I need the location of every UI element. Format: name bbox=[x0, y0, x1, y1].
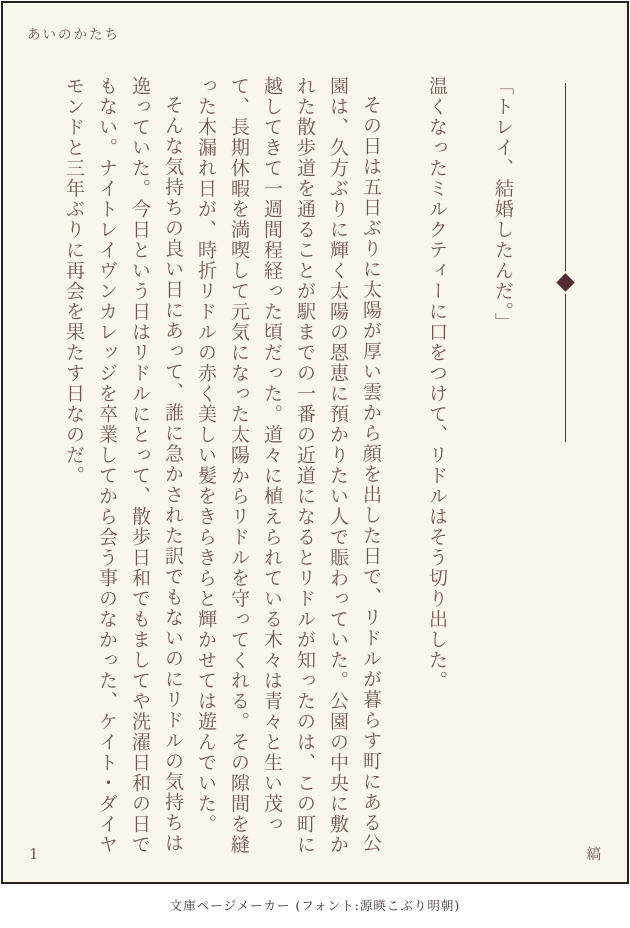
story-text bbox=[57, 76, 519, 862]
diamond-icon bbox=[556, 273, 574, 291]
story-paragraph-1: その日は五日ぶりに太陽が厚い雲から顔を出した日で、リドルが暮らす町にある公園は、久方ぶりに輝く太陽の恩恵に預かりたい人で賑わっていた。公園の中央に敷かれた散歩道を通ることが駅までの一番の近道になるとリドルが知ったのは、この町に越してきて一週間程経った頃だった。道々に植えられている木々は青々と生い茂って、長期休暇を満喫して元気になった太陽からリドルを守ってくれる。その隙間を縫った木漏れ日が、時折リドルの赤く美しい髪をきらきらと輝かせては遊んでいた。 bbox=[195, 76, 382, 855]
novel-page bbox=[1, 1, 629, 884]
author-name: 縞 bbox=[586, 847, 601, 863]
divider-line-top bbox=[565, 83, 566, 271]
page-title: あいのかたち bbox=[27, 27, 120, 43]
lead-sentence: 温くなったミルクティーに口をつけて、リドルはそう切り出した。 bbox=[426, 76, 448, 691]
footer-caption: 文庫ページメーカー (フォント:源暎こぶり明朝) bbox=[169, 898, 461, 913]
divider-line-bottom bbox=[565, 294, 566, 442]
dialogue-line: 「トレイ、結婚したんだ。」 bbox=[492, 76, 514, 333]
story-paragraph-2: そんな気持ちの良い日にあって、誰に急かされた訳でもないのにリドルの気持ちは逸っていた。今日という日はリドルにとって、散歩日和でもましてや洗濯日和の日でもない。ナイトレイヴンカレッジを卒業してから会う事のなかった、ケイト・ダイヤモンドと三年ぶりに再会を果たす日なのだ。 bbox=[63, 76, 184, 855]
scene-divider bbox=[555, 83, 575, 451]
page-number: 1 bbox=[29, 845, 39, 863]
